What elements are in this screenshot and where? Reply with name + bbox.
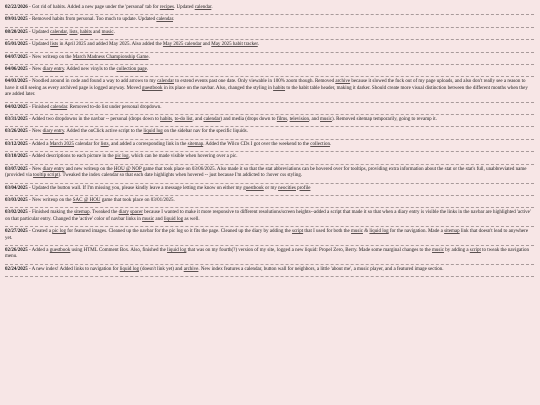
entry-text: , [77,29,80,35]
log-entry [5,246,534,265]
entry-text: - Created a [27,229,53,235]
entry-text: - New [27,67,43,73]
entry-date: 04/02/2025 [5,104,28,110]
log-entry [5,152,534,164]
entry-text: , [172,117,175,123]
entry-date: 03/04/2025 [5,185,28,191]
log-entry [5,165,534,184]
entry-text: , which can be made visible when hovering over a pic. [128,154,238,160]
entry-date: 05/01/2025 [5,42,28,48]
entry-link[interactable]: liquid log [163,216,184,222]
entry-date: 02/27/2025 [5,229,28,235]
entry-text: , [287,117,290,123]
entry-link[interactable]: calendar [50,29,67,35]
entry-link[interactable]: diary [118,210,129,216]
log-entry [5,208,534,227]
entry-text: . Added the onClick active script to the [64,129,144,135]
entry-link[interactable]: collection page [116,67,147,73]
entry-text: . Updated [174,5,195,10]
entry-text: game that took place on 03/06/2025. Also made it so that the stat abbreviations can be hovered over for tooltips, providing extra information about the stat or the stat's full, unabbreviated name (provided via [5,166,527,179]
entry-link[interactable]: archive [335,79,351,85]
entry-link[interactable]: lists [100,141,109,147]
entry-text: to the habit table header, making it darker. Should create more visual distinction between the different months when they are added later. [5,85,528,98]
entry-text: & [362,229,370,235]
entry-date: 03/26/2025 [5,129,28,135]
entry-text: using HTML Comment Box. Also, finished the [70,247,168,253]
entry-text: - New writeup on the [27,197,73,203]
entry-link[interactable]: liquid log [369,229,389,235]
entry-text: by adding a [443,247,470,253]
entry-text: - A new index! Added links to navigation for [27,266,120,272]
entry-link[interactable]: habits [273,85,286,91]
entry-text: link that doesn't lead to anywhere yet. [5,229,529,241]
entry-link[interactable]: May 2025 habit tracker [211,42,258,48]
entry-link[interactable]: guestbook [142,85,163,91]
entry-date: 04/07/2025 [5,54,28,60]
entry-text: - New [27,166,43,172]
entry-text: and [154,216,164,222]
entry-text: - Got rid of habits. Added a new page under the 'personal' tab for [27,5,160,10]
log-entry [5,103,534,115]
entry-link[interactable]: tooltip script [33,173,59,179]
entry-text: . Tweaked the [89,210,119,216]
entry-date: 02/22/2026 [5,5,28,10]
entry-text: . [257,42,260,48]
entry-text: or my [263,185,279,191]
entry-text: because it slowed the fuck out of my page uploads, and also don't really see a reason to have it still seeing as every archived page is logged anyway. Moved [5,79,526,91]
entry-text: - Added two dropdowns in the navbar -- personal (drops down to [27,117,161,123]
entry-date: 03/10/2025 [5,154,28,160]
log-entry [5,227,534,246]
entry-link[interactable]: collection [310,141,330,147]
entry-text: in April 2025 and added May 2025. Also added the [58,42,163,48]
entry-text: - Added a [27,141,50,147]
entry-date: 03/07/2025 [5,166,28,172]
entry-link[interactable]: guestbook [49,247,71,253]
entry-link[interactable]: calendar [203,117,221,123]
log-entry [5,265,534,277]
entry-text: . [329,141,332,147]
entry-link[interactable]: calendar [157,79,174,85]
entry-link[interactable]: recipes [159,5,174,10]
entry-text: that was on my fourth(?) version of my site, logged a new liquid: Propel Zero, Berry. Made some marginal changes to the [186,247,433,253]
entry-link[interactable]: liquid log [119,266,140,272]
entry-text: to tweak the navigation menu. [5,247,529,260]
log-entry [5,115,534,127]
entry-link[interactable]: liquid log [167,247,187,253]
entry-link[interactable]: music [101,29,114,35]
log-entry [5,127,534,139]
entry-link[interactable]: pic log [114,154,129,160]
entry-date: 03/02/2025 [5,210,28,216]
entry-date: 03/03/2025 [5,197,28,203]
log-entry [5,2,534,15]
entry-link[interactable]: liquid log [143,129,163,135]
entry-text: . [113,29,115,35]
entry-link[interactable]: spacer [130,210,143,216]
entry-link[interactable]: habits [79,29,92,35]
entry-link[interactable]: neocities profile [278,185,311,191]
entry-link[interactable]: sitemap [74,210,90,216]
entry-link[interactable]: diary entry [42,166,65,172]
entry-link[interactable]: SAC @ HOU [72,197,101,203]
entry-text: - Updated [27,42,51,48]
entry-link[interactable]: to-do list [174,117,193,123]
entry-link[interactable]: music [142,216,155,222]
entry-text: - Added a [27,247,50,253]
entry-text: . New index features a calendar, button wall for neighbors, a little 'about me', a music player, and a featured image section. [198,266,444,272]
entry-text: to extend events past one date. Only viewable in 100% zoom though. Removed [174,79,336,85]
log-entry [5,140,534,152]
entry-text: - New writeup on the [27,54,73,60]
entry-text: - Removed habits from personal. Too much to update. Updated [27,17,157,23]
entry-text: - Noodled around in code and found a way to add arrows to my [27,79,158,85]
entry-text: for featured images. Cleaned up the navbar for the pic log so it fits the page. Cleaned up the diary by adding the [65,229,293,235]
entry-text: . Removed to-do list under personal dropdown. [67,104,162,110]
entry-link[interactable]: script [469,247,481,253]
entry-date: 04/06/2025 [5,67,28,73]
entry-text: - Updated the button wall. If I'm missing you, please kindly leave a message letting me know on either my [27,185,244,191]
entry-text: (doesn't link yet) and [139,266,184,272]
entry-text: for the navigation. Made a [388,229,445,235]
entry-date: 04/03/2025 [5,79,28,85]
entry-text: - Finished making the [27,210,75,216]
entry-link[interactable]: sitemap [187,141,204,147]
entry-text: . [148,54,150,60]
entry-link[interactable]: habits [160,117,173,123]
entry-link[interactable]: music [320,117,332,123]
entry-text: and new writeup on the [64,166,114,172]
entry-link[interactable]: March 2025 [49,141,75,147]
entry-link[interactable]: lists [50,42,59,48]
entry-link[interactable]: May 2025 calendar [162,42,202,48]
entry-text: . Added the Wilco CDs I got over the weekend to the [203,141,311,147]
entry-text: - Finished [27,104,51,110]
entry-link[interactable]: guestbook [243,185,264,191]
entry-text: in its place on the navbar. Also, changed the styling in [162,85,274,91]
log-entry [5,184,534,196]
entry-link[interactable]: calendar [50,104,68,110]
entry-text: , and [309,117,321,123]
entry-link[interactable]: music [432,247,444,253]
entry-text: as well. [183,216,200,222]
entry-text: ). Removed sitemap temporarily, going to revamp it. [331,117,437,123]
entry-date: 02/26/2025 [5,247,28,253]
entry-text: . [173,17,175,23]
entry-text: on the sidebar nav for the specific liquids. [162,129,248,135]
entry-text: because I wanted to make it more responsive to different resolutions/screen heights--added a script that made it so that when a diary entry is visible the links in the navbar are highlighted 'active' on that particular entry. Changed the 'active' color of navbar links in [5,210,531,222]
entry-text: - New [27,129,43,135]
entry-date: 02/24/2025 [5,266,28,272]
entry-link[interactable]: pic log [52,229,66,235]
entry-text: - Updated [27,29,51,35]
entry-date: 03/31/2025 [5,117,28,123]
entry-link[interactable]: films [276,117,288,123]
entry-text: . Added new vinyls to the [64,67,117,73]
entry-link[interactable]: HOU @ NOP [113,166,142,172]
entry-link[interactable]: diary entry [42,67,65,73]
log-entry [5,65,534,77]
entry-link[interactable]: script [292,229,304,235]
entry-text: and [201,42,212,48]
entry-text: , [66,29,70,35]
entry-link[interactable]: music [351,229,363,235]
entry-text: calendar for [74,141,101,147]
entry-link[interactable]: calendar [194,5,212,10]
entry-text: - Added descriptions to each picture in the [27,154,115,160]
entry-text: ). Tweaked the index calendar so that each date highlights when hovered -- just because I'm addicted to :hover css styling. [58,173,303,179]
log-entry [5,28,534,40]
entry-text: . [146,67,149,73]
log-entry [5,196,534,208]
entry-text: , and [192,117,204,123]
entry-link[interactable]: television [289,117,310,123]
entry-text: ) and media (drops down to [220,117,277,123]
entry-text: and [91,29,102,35]
entry-link[interactable]: diary entry [42,129,65,135]
entry-link[interactable]: calendar [156,17,173,23]
entry-text: game that took place on 03/01/2025. [100,197,175,203]
entry-date: 03/12/2025 [5,141,28,147]
log-entry [5,77,534,102]
entry-link[interactable]: archive [183,266,199,272]
entry-link[interactable]: sitemap [444,229,460,235]
entry-link[interactable]: lists [69,29,78,35]
entry-date: 08/20/2025 [5,29,28,35]
log-entry [5,53,534,65]
log-entry [5,40,534,52]
entry-date: 09/01/2025 [5,17,28,23]
log-entry [5,15,534,27]
entry-link[interactable]: March Madness Championship Game [72,54,149,60]
entry-text: . [211,5,213,10]
entry-text: , and added a corresponding link in the [108,141,188,147]
entry-text: that I used for both the [303,229,352,235]
